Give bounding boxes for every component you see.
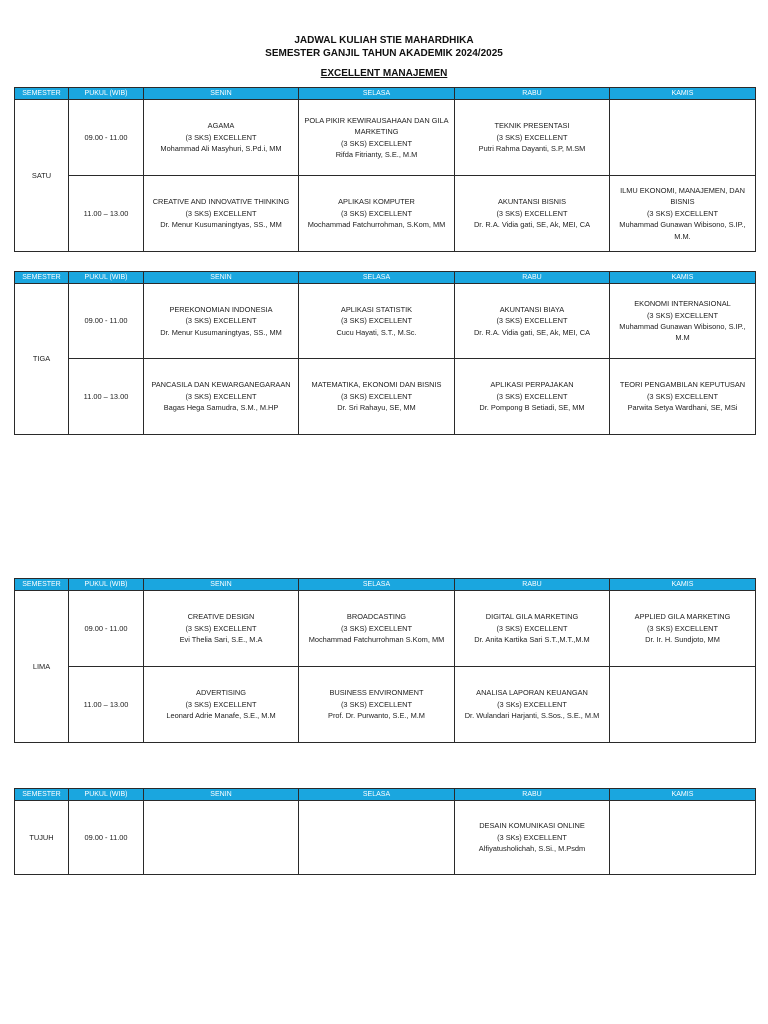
column-header: KAMIS bbox=[610, 579, 756, 591]
table-row bbox=[15, 176, 756, 252]
doc-title: JADWAL KULIAH STIE MAHARDHIKA bbox=[294, 35, 474, 46]
column-header: RABU bbox=[455, 88, 610, 100]
semester-cell: TUJUH bbox=[15, 801, 69, 875]
time-cell: 11.00 – 13.00 bbox=[69, 667, 144, 743]
column-header: RABU bbox=[455, 579, 610, 591]
course-cell bbox=[455, 176, 610, 252]
course-name: DESAIN KOMUNIKASI ONLINE bbox=[479, 821, 585, 831]
header-row bbox=[15, 579, 756, 591]
lecturer-name: Mochammad Fatchurrohman, S.Kom, MM bbox=[307, 220, 446, 230]
course-cell bbox=[610, 667, 756, 743]
course-name: CREATIVE DESIGN bbox=[187, 612, 255, 622]
course-name: APLIKASI STATISTIK bbox=[340, 304, 413, 314]
course-name: AKUNTANSI BISNIS bbox=[497, 197, 567, 207]
course-name: POLA PIKIR KEWIRAUSAHAAN DAN GILA MARKETING bbox=[304, 115, 449, 137]
column-header: SENIN bbox=[144, 579, 299, 591]
lecturer-name: Dr. R.A. Vidia gati, SE, Ak, MEI, CA bbox=[473, 327, 591, 337]
time-cell: 09.00 - 11.00 bbox=[69, 591, 144, 667]
column-header: SELASA bbox=[299, 88, 455, 100]
lecturer-name: Dr. Sri Rahayu, SE, MM bbox=[337, 403, 416, 413]
course-cell bbox=[610, 359, 756, 435]
lecturer-name: Dr. R.A. Vidia gati, SE, Ak, MEI, CA bbox=[473, 220, 591, 230]
course-cell bbox=[144, 801, 299, 875]
column-header: SELASA bbox=[299, 789, 455, 801]
lecturer-name: Dr. Menur Kusumaningtyas, SS., MM bbox=[160, 220, 282, 230]
lecturer-name: Evi Thelia Sari, S.E., M.A bbox=[179, 635, 263, 645]
column-header: KAMIS bbox=[610, 789, 756, 801]
course-name: CREATIVE AND INNOVATIVE THINKING bbox=[152, 197, 290, 207]
semester-cell: SATU bbox=[15, 100, 69, 252]
lecturer-name: Putri Rahma Dayanti, S.P, M.SM bbox=[478, 144, 586, 154]
lecturer-name: Dr. Wulandari Harjanti, S.Sos., S.E., M.M bbox=[464, 711, 600, 721]
lecturer-name: Muhammad Gunawan Wibisono, S.IP., M.M. bbox=[619, 220, 746, 241]
column-header: SENIN bbox=[144, 789, 299, 801]
lecturer-name: Parwita Setya Wardhani, SE, MSi bbox=[627, 403, 738, 413]
course-name: APLIKASI KOMPUTER bbox=[338, 197, 415, 207]
table-row bbox=[15, 284, 756, 359]
column-header: SELASA bbox=[299, 579, 455, 591]
course-cell bbox=[144, 359, 299, 435]
course-name: ANALISA LAPORAN KEUANGAN bbox=[476, 688, 588, 698]
time-cell: 11.00 – 13.00 bbox=[69, 359, 144, 435]
course-credits: (3 SKs) EXCELLENT bbox=[497, 699, 567, 709]
table-row bbox=[15, 359, 756, 435]
lecturer-name: Bagas Hega Samudra, S.M., M.HP bbox=[163, 403, 279, 413]
course-credits: (3 SKS) EXCELLENT bbox=[185, 699, 257, 709]
lecturer-name: Muhammad Gunawan Wibisono, S.IP., M.M bbox=[619, 322, 746, 343]
course-cell bbox=[455, 801, 610, 875]
semester-cell: TIGA bbox=[15, 284, 69, 435]
column-header: KAMIS bbox=[610, 88, 756, 100]
course-cell bbox=[299, 359, 455, 435]
schedule-table-tujuh bbox=[14, 788, 756, 875]
course-name: ADVERTISING bbox=[196, 688, 246, 698]
course-cell bbox=[144, 176, 299, 252]
course-cell bbox=[144, 284, 299, 359]
course-credits: (3 SKS) EXCELLENT bbox=[496, 208, 568, 218]
course-name: AGAMA bbox=[207, 121, 235, 131]
course-credits: (3 SKS) EXCELLENT bbox=[340, 138, 413, 148]
course-cell bbox=[455, 100, 610, 176]
column-header: SEMESTER bbox=[15, 272, 69, 284]
lecturer-name: Cucu Hayati, S.T., M.Sc. bbox=[336, 327, 417, 337]
course-name: PANCASILA DAN KEWARGANEGARAAN bbox=[151, 380, 291, 390]
table-row bbox=[15, 801, 756, 875]
course-credits: (3 SKS) EXCELLENT bbox=[646, 310, 719, 320]
column-header: SELASA bbox=[299, 272, 455, 284]
column-header: PUKUL (WIB) bbox=[69, 272, 144, 284]
header-row bbox=[15, 272, 756, 284]
course-credits: (3 SKS) EXCELLENT bbox=[185, 316, 257, 326]
lecturer-name: Dr. Ir. H. Sundjoto, MM bbox=[645, 635, 720, 645]
course-cell bbox=[455, 667, 610, 743]
column-header: PUKUL (WIB) bbox=[69, 88, 144, 100]
course-credits: (3 SKS) EXCELLENT bbox=[496, 132, 568, 142]
lecturer-name: Dr. Menur Kusumaningtyas, SS., MM bbox=[160, 327, 282, 337]
course-credits: (3 SKS) EXCELLENT bbox=[646, 391, 719, 401]
course-credits: (3 SKS) EXCELLENT bbox=[185, 391, 257, 401]
column-header: PUKUL (WIB) bbox=[69, 789, 144, 801]
header-row bbox=[15, 789, 756, 801]
lecturer-name: Rifda Fitrianty, S.E., M.M bbox=[335, 149, 418, 159]
course-cell bbox=[610, 284, 756, 359]
course-credits: (3 SKS) EXCELLENT bbox=[496, 623, 568, 633]
course-cell bbox=[455, 359, 610, 435]
schedule-table-satu bbox=[14, 87, 756, 252]
column-header: PUKUL (WIB) bbox=[69, 579, 144, 591]
course-cell bbox=[610, 591, 756, 667]
time-cell: 09.00 - 11.00 bbox=[69, 801, 144, 875]
course-credits: (3 SKS) EXCELLENT bbox=[340, 699, 413, 709]
lecturer-name: Prof. Dr. Purwanto, S.E., M.M bbox=[328, 711, 425, 721]
course-cell bbox=[610, 801, 756, 875]
course-credits: (3 SKS) EXCELLENT bbox=[185, 623, 257, 633]
course-cell bbox=[455, 284, 610, 359]
table-row bbox=[15, 591, 756, 667]
schedule-table-tiga bbox=[14, 271, 756, 435]
course-cell bbox=[299, 284, 455, 359]
course-credits: (3 SKS) EXCELLENT bbox=[646, 208, 719, 218]
table-row bbox=[15, 100, 756, 176]
column-header: RABU bbox=[455, 789, 610, 801]
column-header: SEMESTER bbox=[15, 789, 69, 801]
course-name: BUSINESS ENVIRONMENT bbox=[329, 688, 424, 698]
time-cell: 11.00 – 13.00 bbox=[69, 176, 144, 252]
course-cell bbox=[144, 667, 299, 743]
course-credits: (3 SKS) EXCELLENT bbox=[340, 391, 413, 401]
course-credits: (3 SKS) EXCELLENT bbox=[340, 208, 413, 218]
course-cell bbox=[299, 176, 455, 252]
lecturer-name: Mohammad Ali Masyhuri, S.Pd.i, MM bbox=[160, 144, 282, 154]
course-cell bbox=[299, 667, 455, 743]
course-name: TEORI PENGAMBILAN KEPUTUSAN bbox=[619, 380, 746, 390]
course-name: ILMU EKONOMI, MANAJEMEN, DAN BISNIS bbox=[620, 185, 745, 207]
lecturer-name: Alfiyatusholichah, S.Si., M.Psdm bbox=[478, 844, 586, 854]
column-header: SENIN bbox=[144, 272, 299, 284]
course-cell bbox=[455, 591, 610, 667]
column-header: SEMESTER bbox=[15, 579, 69, 591]
course-credits: (3 SKS) EXCELLENT bbox=[496, 316, 568, 326]
lecturer-name: Dr. Anita Kartika Sari S.T.,M.T.,M.M bbox=[474, 635, 590, 645]
table-row bbox=[15, 667, 756, 743]
course-credits: (3 SKS) EXCELLENT bbox=[185, 132, 257, 142]
column-header: KAMIS bbox=[610, 272, 756, 284]
doc-subtitle: SEMESTER GANJIL TAHUN AKADEMIK 2024/2025 bbox=[265, 48, 503, 59]
course-credits: (3 SKS) EXCELLENT bbox=[646, 623, 719, 633]
header-row bbox=[15, 88, 756, 100]
course-name: AKUNTANSI BIAYA bbox=[499, 304, 565, 314]
course-credits: (3 SKs) EXCELLENT bbox=[497, 832, 567, 842]
semester-cell: LIMA bbox=[15, 591, 69, 743]
course-name: BROADCASTING bbox=[346, 612, 407, 622]
program-title: EXCELLENT MANAJEMEN bbox=[320, 68, 448, 79]
time-cell: 09.00 - 11.00 bbox=[69, 284, 144, 359]
course-name: APPLIED GILA MARKETING bbox=[634, 612, 731, 622]
lecturer-name: Leonard Adrie Manafe, S.E., M.M bbox=[166, 711, 276, 721]
course-cell bbox=[144, 591, 299, 667]
course-credits: (3 SKS) EXCELLENT bbox=[340, 316, 413, 326]
course-cell bbox=[299, 801, 455, 875]
course-name: APLIKASI PERPAJAKAN bbox=[490, 380, 574, 390]
course-cell bbox=[610, 100, 756, 176]
lecturer-name: Mochammad Fatchurrohman S.Kom, MM bbox=[308, 635, 445, 645]
column-header: RABU bbox=[455, 272, 610, 284]
course-name: TEKNIK PRESENTASI bbox=[494, 121, 570, 131]
course-credits: (3 SKS) EXCELLENT bbox=[496, 391, 568, 401]
course-name: PEREKONOMIAN INDONESIA bbox=[169, 304, 273, 314]
course-cell bbox=[299, 591, 455, 667]
course-credits: (3 SKS) EXCELLENT bbox=[185, 208, 257, 218]
course-name: MATEMATIKA, EKONOMI DAN BISNIS bbox=[311, 380, 442, 390]
course-name: DIGITAL GILA MARKETING bbox=[485, 612, 579, 622]
schedule-table-lima bbox=[14, 578, 756, 743]
column-header: SENIN bbox=[144, 88, 299, 100]
course-cell bbox=[299, 100, 455, 176]
course-credits: (3 SKS) EXCELLENT bbox=[340, 623, 413, 633]
course-name: EKONOMI INTERNASIONAL bbox=[634, 299, 731, 309]
lecturer-name: Dr. Pompong B Setiadi, SE, MM bbox=[479, 403, 585, 413]
course-cell bbox=[610, 176, 756, 252]
time-cell: 09.00 - 11.00 bbox=[69, 100, 144, 176]
course-cell bbox=[144, 100, 299, 176]
column-header: SEMESTER bbox=[15, 88, 69, 100]
